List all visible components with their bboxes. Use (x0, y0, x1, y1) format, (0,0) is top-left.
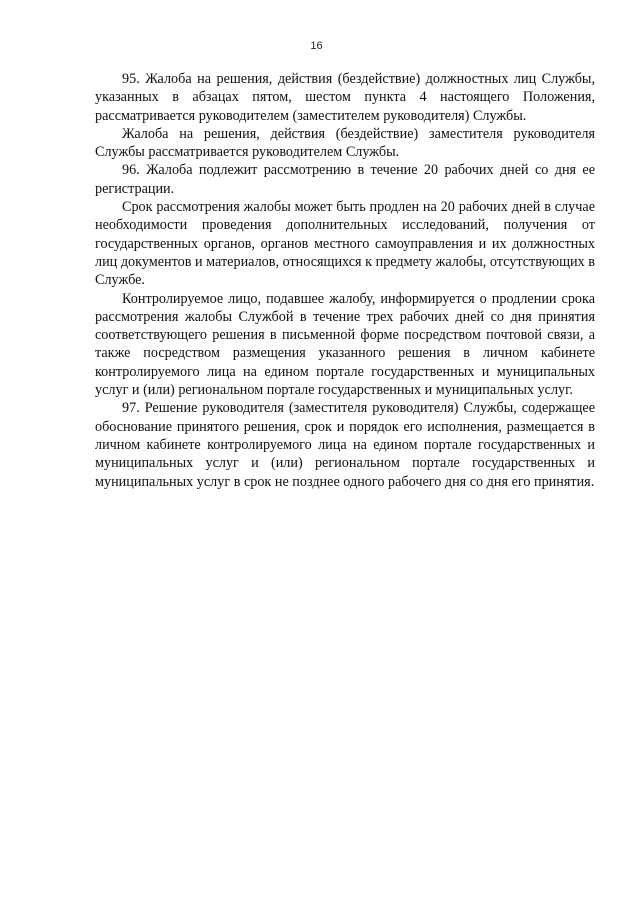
paragraph-96-extension: Срок рассмотрения жалобы может быть продлен на 20 рабочих дней в случае необходимости проведения дополнительных исследований, получения от государственных органов, органов местного самоуправления и их должностных лиц документов и материалов, относящихся к предмету жалобы, отсутствующих в Службе. (95, 199, 595, 289)
paragraph-95-deputy: Жалоба на решения, действия (бездействие) заместителя руководителя Службы рассматривается руководителем Службы. (95, 125, 595, 161)
paragraph-96-notification: Контролируемое лицо, подавшее жалобу, информируется о продлении срока рассмотрения жалобы Службой в течение трех рабочих дней со дня принятия соответствующего решения в письменной форме посредством почтовой связи, а также посредством размещения указанного решения в личном кабинете контролируемого лица на едином портале государственных и муниципальных услуг и (или) региональном портале государственных и муниципальных услуг. (95, 290, 595, 399)
paragraph-95: 95. Жалоба на решения, действия (бездействие) должностных лиц Службы, указанных в абзацах пятом, шестом пункта 4 настоящего Положения, рассматривается руководителем (заместителем руководителя) Службы. (95, 71, 595, 124)
page-number: 16 (310, 40, 323, 52)
document-body (95, 70, 595, 491)
paragraph-97: 97. Решение руководителя (заместителя руководителя) Службы, содержащее обоснование принятого решения, срок и порядок его исполнения, размещается в личном кабинете контролируемого лица на едином портале государственных и муниципальных услуг и (или) региональном портале государственных и муниципальных услуг в срок не позднее одного рабочего дня со дня его принятия. (95, 400, 595, 490)
paragraph-96: 96. Жалоба подлежит рассмотрению в течение 20 рабочих дней со дня ее регистрации. (95, 162, 595, 197)
